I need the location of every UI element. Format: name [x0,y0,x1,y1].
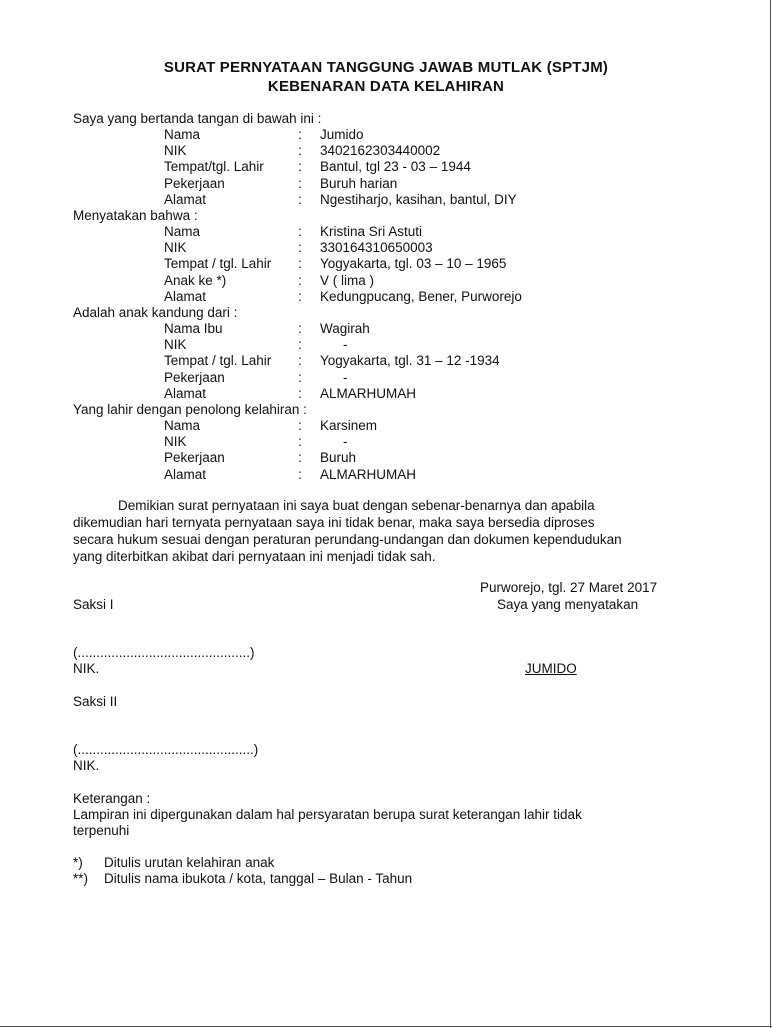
mother-field-row [0,337,772,353]
statement-line: yang diterbitkan akibat dari pernyataan ini menjadi tidak sah. [73,549,436,564]
signer-field-label: Alamat [164,191,207,207]
field-colon: : [298,434,302,450]
field-colon: : [298,175,302,191]
signer-field-value: Jumido [320,127,364,142]
mother-field-label: Nama Ibu [164,321,223,336]
witness2-signature-line: (...............................................) [73,742,259,757]
helper-field-row [0,467,772,483]
field-colon: : [298,191,302,207]
child-field-value: Kristina Sri Astuti [320,224,423,239]
signer-field-label: Pekerjaan [164,175,225,191]
child-field-value: V ( lima ) [320,272,374,288]
field-colon: : [298,143,302,159]
footnote1-mark: *) [73,855,83,870]
notes-line: terpenuhi [73,823,130,838]
helper-field-value: - [343,434,348,450]
document-title: SURAT PERNYATAAN TANGGUNG JAWAB MUTLAK (SPTJM) [163,59,609,76]
child-field-label: Tempat / tgl. Lahir [164,256,272,272]
declarer-name: JUMIDO [525,661,577,676]
helper-field-row [0,450,772,466]
field-colon: : [298,337,302,353]
field-colon: : [298,450,302,466]
place-date: Purworejo, tgl. 27 Maret 2017 [480,580,658,595]
child-field-row [0,289,772,305]
mother-field-label: Alamat [164,385,207,401]
helper-field-row [0,418,772,434]
signer-field-row [0,176,772,192]
child-field-value: 330164310650003 [320,240,433,256]
mother-field-value: - [343,337,348,353]
mother-field-value: - [343,369,348,385]
helper-heading: Yang lahir dengan penolong kelahiran : [73,402,307,417]
document-subtitle: KEBENARAN DATA KELAHIRAN [267,78,505,95]
field-colon: : [298,224,302,239]
mother-field-label: Pekerjaan [164,369,225,385]
helper-field-row [0,434,772,450]
declarer-label: Saya yang menyatakan [497,597,639,612]
helper-field-label: Alamat [164,466,207,482]
mother-field-label: Tempat / tgl. Lahir [164,353,272,369]
signer-field-label: NIK [164,143,187,159]
signer-field-row [0,192,772,208]
mother-field-row [0,386,772,402]
child-field-row [0,224,772,240]
mother-field-row [0,321,772,337]
mother-field-row [0,353,772,369]
field-colon: : [298,127,302,142]
field-colon: : [298,272,302,288]
footnote2-text: Ditulis nama ibukota / kota, tanggal – Bulan - Tahun [104,871,413,886]
child-field-row [0,256,772,272]
footnote1-text: Ditulis urutan kelahiran anak [104,855,275,870]
child-field-label: Anak ke *) [164,272,227,288]
mother-field-row [0,370,772,386]
witness1-nik: NIK. [73,661,100,676]
field-colon: : [298,240,302,256]
field-colon: : [298,385,302,401]
witness1-signature-line: (..............................................) [73,645,255,660]
notes-heading: Keterangan : [73,791,151,806]
page-edge-bottom [0,1026,772,1027]
field-colon: : [298,418,302,433]
field-colon: : [298,321,302,336]
signer-field-label: Nama [164,127,201,142]
child-field-row [0,240,772,256]
footnote2-mark: **) [73,871,89,886]
helper-field-value: Buruh [320,450,357,466]
helper-field-value: ALMARHUMAH [320,466,417,482]
states-heading: Menyatakan bahwa : [73,208,198,223]
witness1-label: Saksi I [73,597,114,612]
witness2-label: Saksi II [73,694,118,709]
child-field-value: Yogyakarta, tgl. 03 – 10 – 1965 [320,256,507,272]
child-field-row [0,273,772,289]
helper-field-value: Karsinem [320,418,378,433]
mother-field-value: Yogyakarta, tgl. 31 – 12 -1934 [320,353,500,369]
signer-field-value: 3402162303440002 [320,143,441,159]
mother-heading: Adalah anak kandung dari : [73,305,238,320]
statement-line: Demikian surat pernyataan ini saya buat dengan sebenar-benarnya dan apabila [73,498,595,513]
field-colon: : [298,288,302,304]
field-colon: : [298,369,302,385]
mother-field-label: NIK [164,337,187,353]
mother-field-value: ALMARHUMAH [320,385,417,401]
statement-line: dikemudian hari ternyata pernyataan saya ini tidak benar, maka saya bersedia diproses [73,515,595,530]
notes-line: Lampiran ini dipergunakan dalam hal persyaratan berupa surat keterangan lahir tidak [73,807,582,822]
signer-field-label: Tempat/tgl. Lahir [164,159,264,175]
child-field-label: NIK [164,240,187,256]
child-field-value: Kedungpucang, Bener, Purworejo [320,288,522,304]
helper-field-label: Pekerjaan [164,450,225,466]
signer-field-row [0,127,772,143]
helper-field-label: NIK [164,434,187,450]
signer-field-row [0,159,772,175]
statement-paragraph [73,497,693,565]
signer-field-value: Bantul, tgl 23 - 03 – 1944 [320,159,471,175]
signer-field-value: Buruh harian [320,175,398,191]
child-field-label: Nama [164,224,201,239]
intro-text: Saya yang bertanda tangan di bawah ini : [73,111,322,126]
field-colon: : [298,466,302,482]
field-colon: : [298,256,302,272]
helper-field-label: Nama [164,418,201,433]
field-colon: : [298,159,302,175]
signer-field-row [0,143,772,159]
child-field-label: Alamat [164,288,207,304]
statement-line: secara hukum sesuai dengan peraturan perundang-undangan dan dokumen kependudukan [73,532,622,547]
mother-field-value: Wagirah [320,321,370,336]
field-colon: : [298,353,302,369]
witness2-nik: NIK. [73,758,100,773]
signer-field-value: Ngestiharjo, kasihan, bantul, DIY [320,191,517,207]
